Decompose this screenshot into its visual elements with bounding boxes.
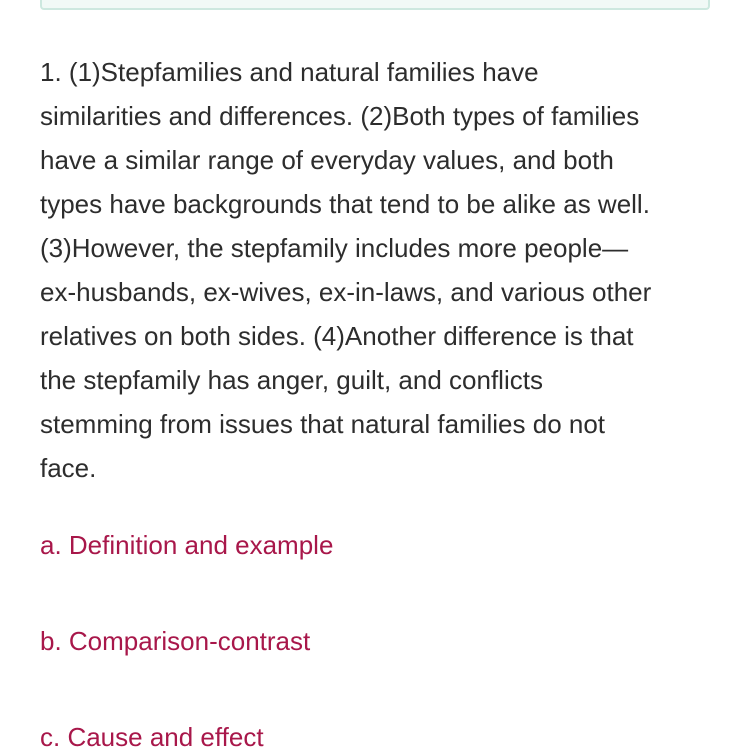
question-line: face. [40, 453, 97, 483]
question-line: similarities and differences. (2)Both types of families [40, 101, 640, 131]
question-text [40, 50, 720, 490]
option-b[interactable]: b. Comparison-contrast [40, 626, 311, 656]
option-c[interactable]: c. Cause and effect [40, 722, 264, 750]
question-line: ex-husbands, ex-wives, ex-in-laws, and various other [40, 277, 652, 307]
question-line: the stepfamily has anger, guilt, and conflicts [40, 365, 543, 395]
question-line: have a similar range of everyday values, and both [40, 145, 614, 175]
question-line: stemming from issues that natural families do not [40, 409, 606, 439]
question-line: relatives on both sides. (4)Another difference is that [40, 321, 634, 351]
question-line: 1. (1)Stepfamilies and natural families have [40, 57, 539, 87]
question-line: types have backgrounds that tend to be alike as well. [40, 189, 650, 219]
question-line: (3)However, the stepfamily includes more people— [40, 233, 629, 263]
answer-box [40, 0, 710, 10]
option-a[interactable]: a. Definition and example [40, 530, 334, 560]
